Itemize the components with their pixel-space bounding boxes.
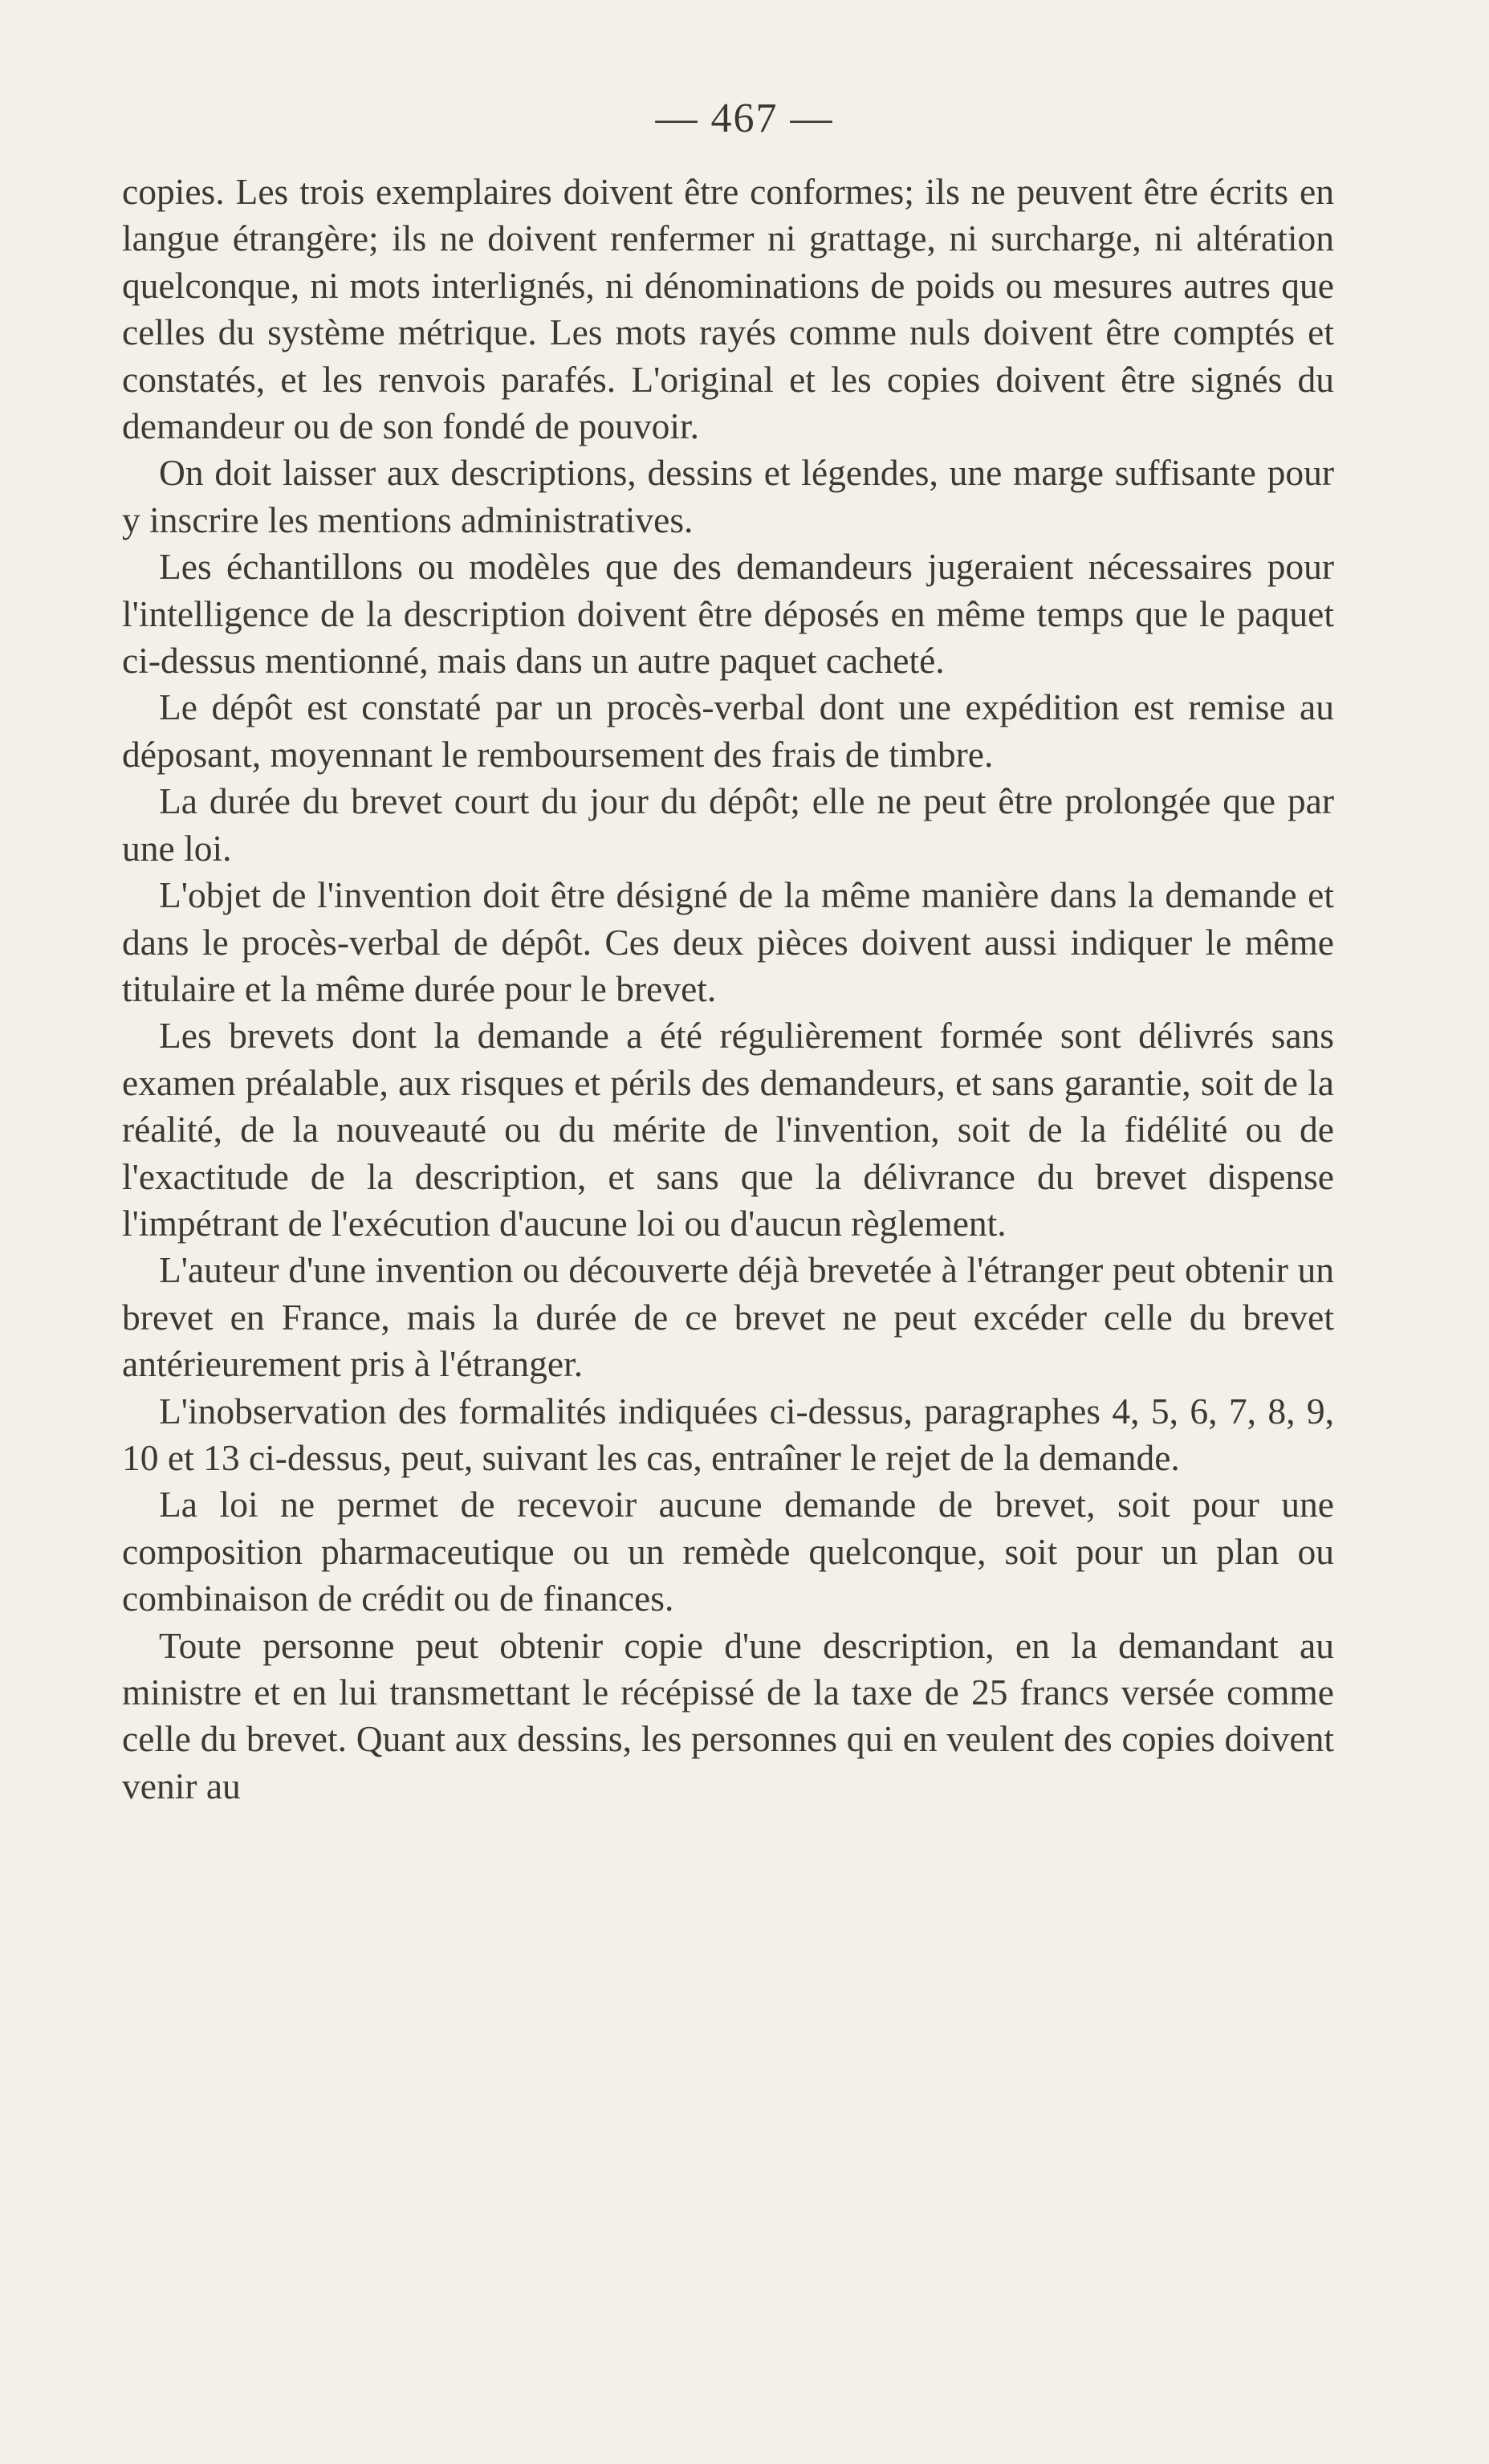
paragraph-deposit: Le dépôt est constaté par un procès-verbal dont une expédition est remise au déposant, moyennant le remboursement des frais de timbre.	[122, 686, 1334, 775]
paragraph-margins: On doit laisser aux descriptions, dessins et légendes, une marge suffisante pour y inscrire les mentions administratives.	[122, 452, 1334, 540]
page-number: — 467 —	[655, 96, 834, 141]
paragraph-duration: La durée du brevet court du jour du dépôt; elle ne peut être prolongée que par une loi.	[122, 780, 1334, 869]
paragraph-continuation: copies. Les trois exemplaires doivent être conformes; ils ne peuvent être écrits en langue étrangère; ils ne doivent renfermer ni grattage, ni surcharge, ni altération quelconque, ni mots interlignés, ni dénominations de poids ou mesures autres que celles du système métrique. Les mots rayés comme nuls doivent être comptés et constatés, et les renvois parafés. L'original et les copies doivent être signés du demandeur ou de son fondé de pouvoir.	[122, 171, 1334, 447]
paragraph-object: L'objet de l'invention doit être désigné de la même manière dans la demande et dans le procès-verbal de dépôt. Ces deux pièces doivent aussi indiquer le même titulaire et la même durée pour le brevet.	[122, 874, 1334, 1009]
paragraph-foreign-patent: L'auteur d'une invention ou découverte déjà brevetée à l'étranger peut obtenir un brevet en France, mais la durée de ce brevet ne peut excéder celle du brevet antérieurement pris à l'étranger.	[122, 1249, 1334, 1385]
paragraph-delivery: Les brevets dont la demande a été régulièrement formée sont délivrés sans examen préalable, aux risques et périls des demandeurs, et sans garantie, soit de la réalité, de la nouveauté ou du mérite de l'invention, soit de la fidélité ou de l'exactitude de la description, et sans que la délivrance du brevet dispense l'impétrant de l'exécution d'aucune loi ou d'aucun règlement.	[122, 1015, 1334, 1244]
body-text	[122, 169, 1334, 1810]
paragraph-formalities: L'inobservation des formalités indiquées ci-dessus, paragraphes 4, 5, 6, 7, 8, 9, 10 et 13 ci-dessus, peut, suivant les cas, entraîner le rejet de la demande.	[122, 1390, 1334, 1478]
paragraph-exclusions: La loi ne permet de recevoir aucune demande de brevet, soit pour une composition pharmaceutique ou un remède quelconque, soit pour un plan ou combinaison de crédit ou de finances.	[122, 1484, 1334, 1619]
paragraph-copies: Toute personne peut obtenir copie d'une description, en la demandant au ministre et en lui transmettant le récépissé de la taxe de 25 francs versée comme celle du brevet. Quant aux dessins, les personnes qui en veulent des copies doivent venir au	[122, 1624, 1334, 1806]
paragraph-samples: Les échantillons ou modèles que des demandeurs jugeraient nécessaires pour l'intelligence de la description doivent être déposés en même temps que le paquet ci-dessus mentionné, mais dans un autre paquet cacheté.	[122, 546, 1334, 682]
